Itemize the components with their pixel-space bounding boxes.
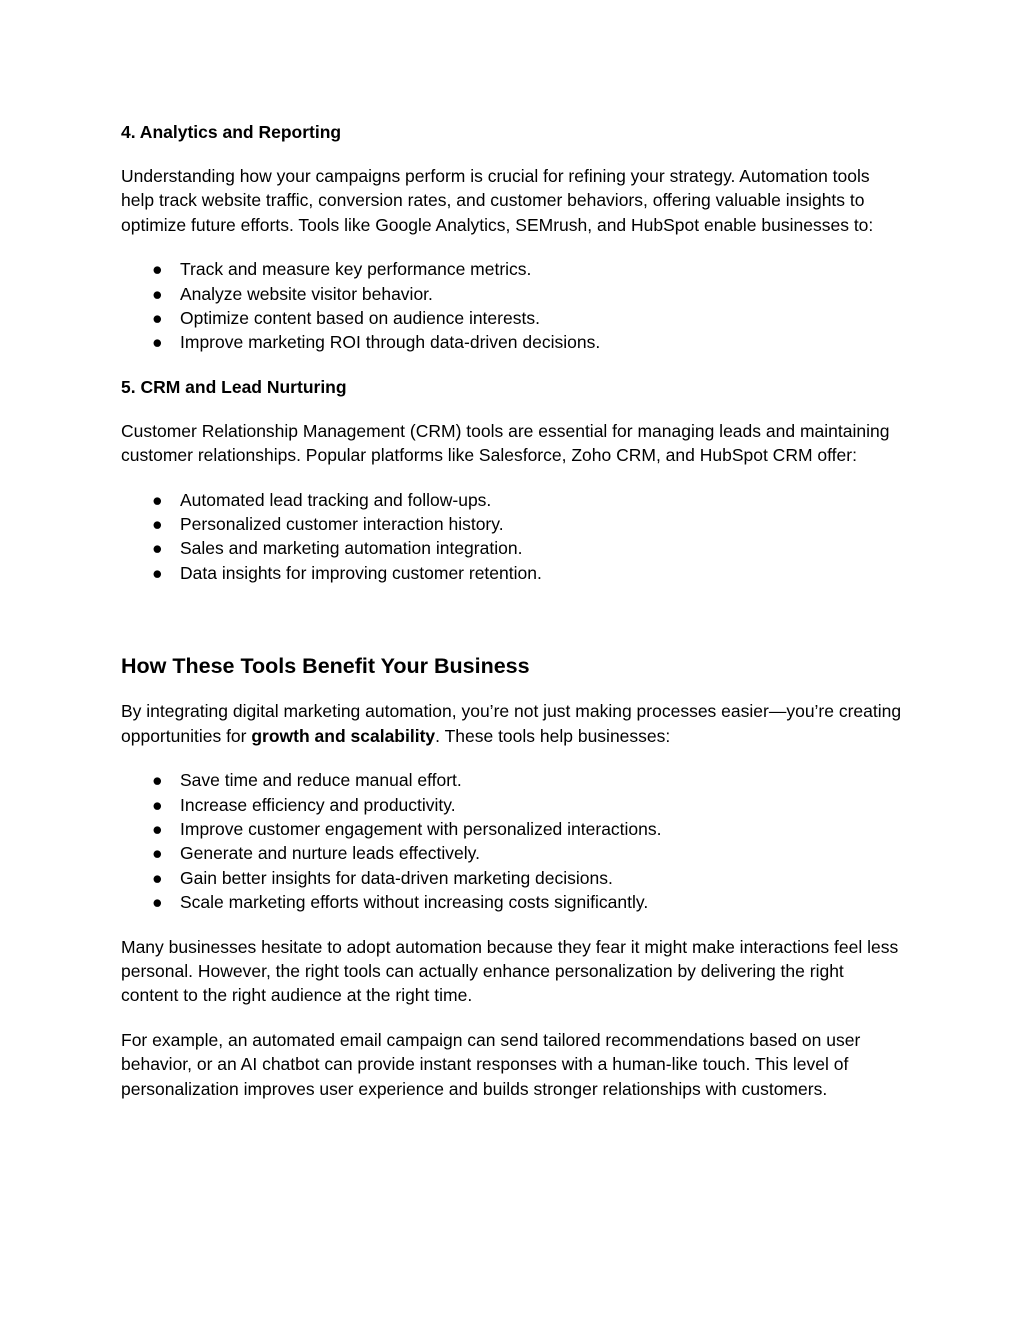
list-item <box>121 536 904 560</box>
list-item-text: Sales and marketing automation integration. <box>180 538 523 559</box>
benefits-bullet-list <box>121 768 904 914</box>
list-item <box>121 488 904 512</box>
bullet-icon: ● <box>152 892 163 913</box>
benefits-intro-paragraph <box>121 699 904 748</box>
bullet-icon: ● <box>152 283 163 304</box>
list-item <box>121 841 904 865</box>
list-item-text: Improve marketing ROI through data-driven decisions. <box>180 332 601 353</box>
bullet-icon: ● <box>152 867 163 888</box>
bullet-icon: ● <box>152 538 163 559</box>
crm-bullet-list <box>121 488 904 586</box>
list-item-text: Personalized customer interaction history. <box>180 514 504 535</box>
list-item <box>121 561 904 585</box>
bullet-icon: ● <box>152 514 163 535</box>
benefits-paragraph-3: For example, an automated email campaign can send tailored recommendations based on user behavior, or an AI chatbot can provide instant responses with a human-like touch. This level of personalization improves user experience and builds stronger relationships with customers. <box>121 1029 861 1099</box>
list-item-text: Track and measure key performance metrics. <box>180 259 532 280</box>
bullet-icon: ● <box>152 770 163 791</box>
list-item <box>121 890 904 914</box>
bullet-icon: ● <box>152 562 163 583</box>
list-item <box>121 306 904 330</box>
crm-paragraph: Customer Relationship Management (CRM) tools are essential for managing leads and maintaining customer relationships. Popular platforms like Salesforce, Zoho CRM, and HubSpot CRM offer: <box>121 420 890 466</box>
list-item-text: Data insights for improving customer retention. <box>180 562 542 583</box>
list-item <box>121 330 904 354</box>
section-heading-analytics: 4. Analytics and Reporting <box>121 122 342 142</box>
bullet-icon: ● <box>152 259 163 280</box>
intro-bold-phrase: growth and scalability <box>251 725 436 746</box>
bullet-icon: ● <box>152 332 163 353</box>
list-item-text: Increase efficiency and productivity. <box>180 794 456 815</box>
list-item <box>121 817 904 841</box>
section-heading-benefits: How These Tools Benefit Your Business <box>121 654 530 679</box>
list-item <box>121 257 904 281</box>
list-item-text: Save time and reduce manual effort. <box>180 770 462 791</box>
list-item-text: Optimize content based on audience interests. <box>180 308 540 329</box>
section-heading-crm: 5. CRM and Lead Nurturing <box>121 376 347 397</box>
list-item <box>121 793 904 817</box>
bullet-icon: ● <box>152 308 163 329</box>
analytics-bullet-list <box>121 257 904 355</box>
list-item-text: Scale marketing efforts without increasing costs significantly. <box>180 892 649 913</box>
list-item-text: Analyze website visitor behavior. <box>180 283 433 304</box>
analytics-paragraph: Understanding how your campaigns perform is crucial for refining your strategy. Automation tools help track website traffic, conversion rates, and customer behaviors, offering valuable insights to optimize future efforts. Tools like Google Analytics, SEMrush, and HubSpot enable businesses to: <box>121 166 874 235</box>
bullet-icon: ● <box>152 794 163 815</box>
list-item-text: Generate and nurture leads effectively. <box>180 843 480 864</box>
list-item-text: Gain better insights for data-driven marketing decisions. <box>180 867 613 888</box>
list-item-text: Automated lead tracking and follow-ups. <box>180 489 492 510</box>
bullet-icon: ● <box>152 843 163 864</box>
list-item <box>121 512 904 536</box>
intro-text-after: . These tools help businesses: <box>435 725 671 746</box>
list-item <box>121 282 904 306</box>
intro-text-before: By integrating digital marketing automation, you’re not just making processes easier—you’re creating opportunities for <box>121 701 902 746</box>
list-item <box>121 768 904 792</box>
benefits-paragraph-2: Many businesses hesitate to adopt automation because they fear it might make interactions feel less personal. However, the right tools can actually enhance personalization by delivering the right content to the right audience at the right time. <box>121 936 899 1006</box>
list-item <box>121 866 904 890</box>
list-item-text: Improve customer engagement with personalized interactions. <box>180 818 662 839</box>
bullet-icon: ● <box>152 489 163 510</box>
bullet-icon: ● <box>152 818 163 839</box>
